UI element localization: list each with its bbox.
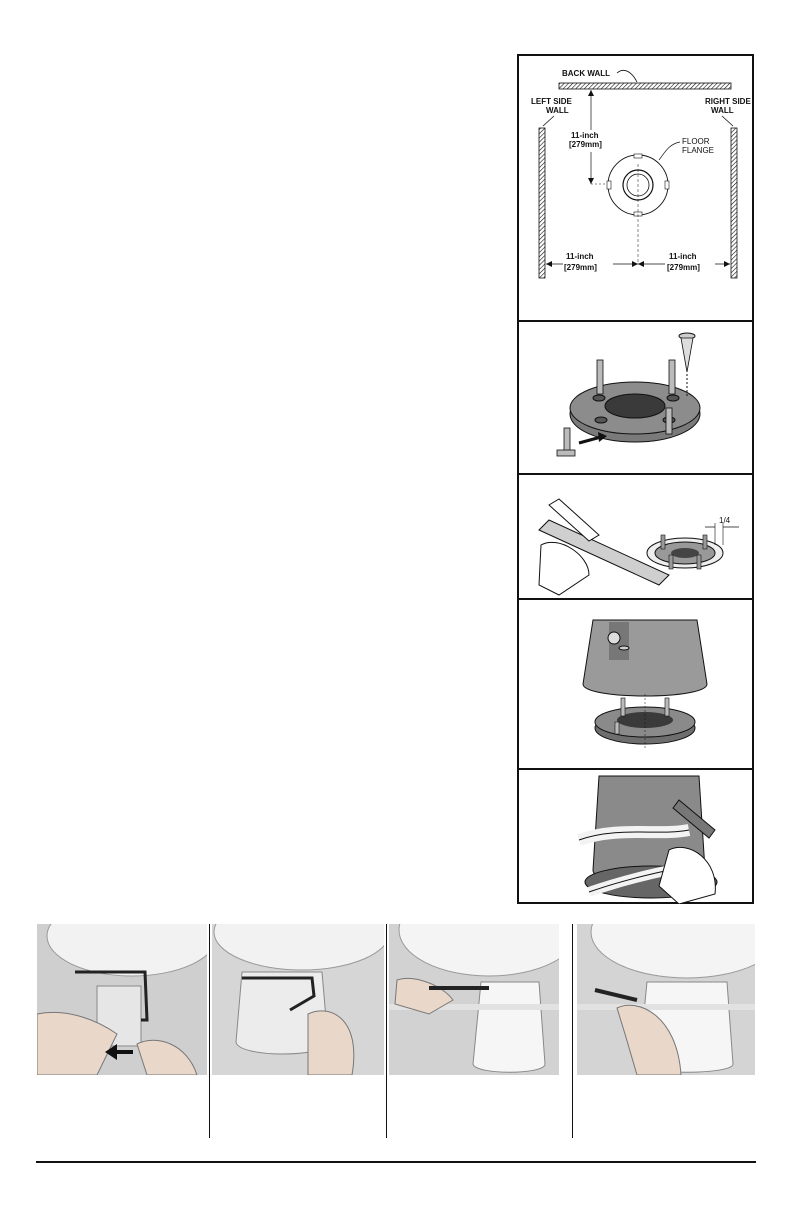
unit-base (583, 620, 707, 696)
screw-icon (679, 333, 695, 396)
photo-divider (572, 924, 573, 1138)
left-wall-leader (543, 116, 554, 126)
mounting-illustration (519, 598, 752, 770)
flange-clearance-diagram (519, 56, 752, 320)
right-wall-leader (722, 116, 733, 126)
photo-wrench-tighten (577, 924, 755, 1075)
floor-flange-leader (659, 142, 680, 160)
photo-divider (386, 924, 387, 1138)
right-side-wall (731, 128, 737, 278)
left-side-wall (539, 128, 545, 278)
back-distance-inch: 11-inch (571, 131, 599, 140)
hose-connection-illustration (519, 768, 752, 904)
back-wall-label: BACK WALL (562, 69, 610, 78)
right-wall-label-2: WALL (711, 106, 734, 115)
photo-hex-wrench-bolt (212, 924, 384, 1075)
floor-flange-label-1: FLOOR (682, 137, 710, 146)
floor-flange-label-2: FLANGE (682, 146, 715, 155)
photo-wrench-turn (37, 924, 207, 1075)
insert-arrow (579, 437, 601, 443)
left-distance-mm: [279mm] (564, 263, 597, 272)
back-wall (559, 83, 731, 89)
illustration-column (517, 54, 754, 904)
left-wall-label-1: LEFT SIDE (531, 97, 572, 106)
photo-wrench-under-base (389, 924, 559, 1075)
flange-bolts-illustration (519, 320, 752, 475)
nut-icon (608, 632, 620, 644)
caulk-gap-label: 1/4 (719, 516, 731, 525)
caulking-illustration (519, 473, 752, 600)
hand-icon (539, 542, 589, 595)
left-wall-label-2: WALL (546, 106, 569, 115)
clearance-drawing (519, 56, 752, 320)
right-distance-inch: 11-inch (669, 252, 697, 261)
back-distance-mm: [279mm] (569, 140, 602, 149)
photo-divider (209, 924, 210, 1138)
right-distance-mm: [279mm] (667, 263, 700, 272)
footer-rule (36, 1161, 756, 1163)
back-wall-leader (617, 70, 637, 82)
left-distance-inch: 11-inch (566, 252, 594, 261)
right-wall-label-1: RIGHT SIDE (705, 97, 751, 106)
